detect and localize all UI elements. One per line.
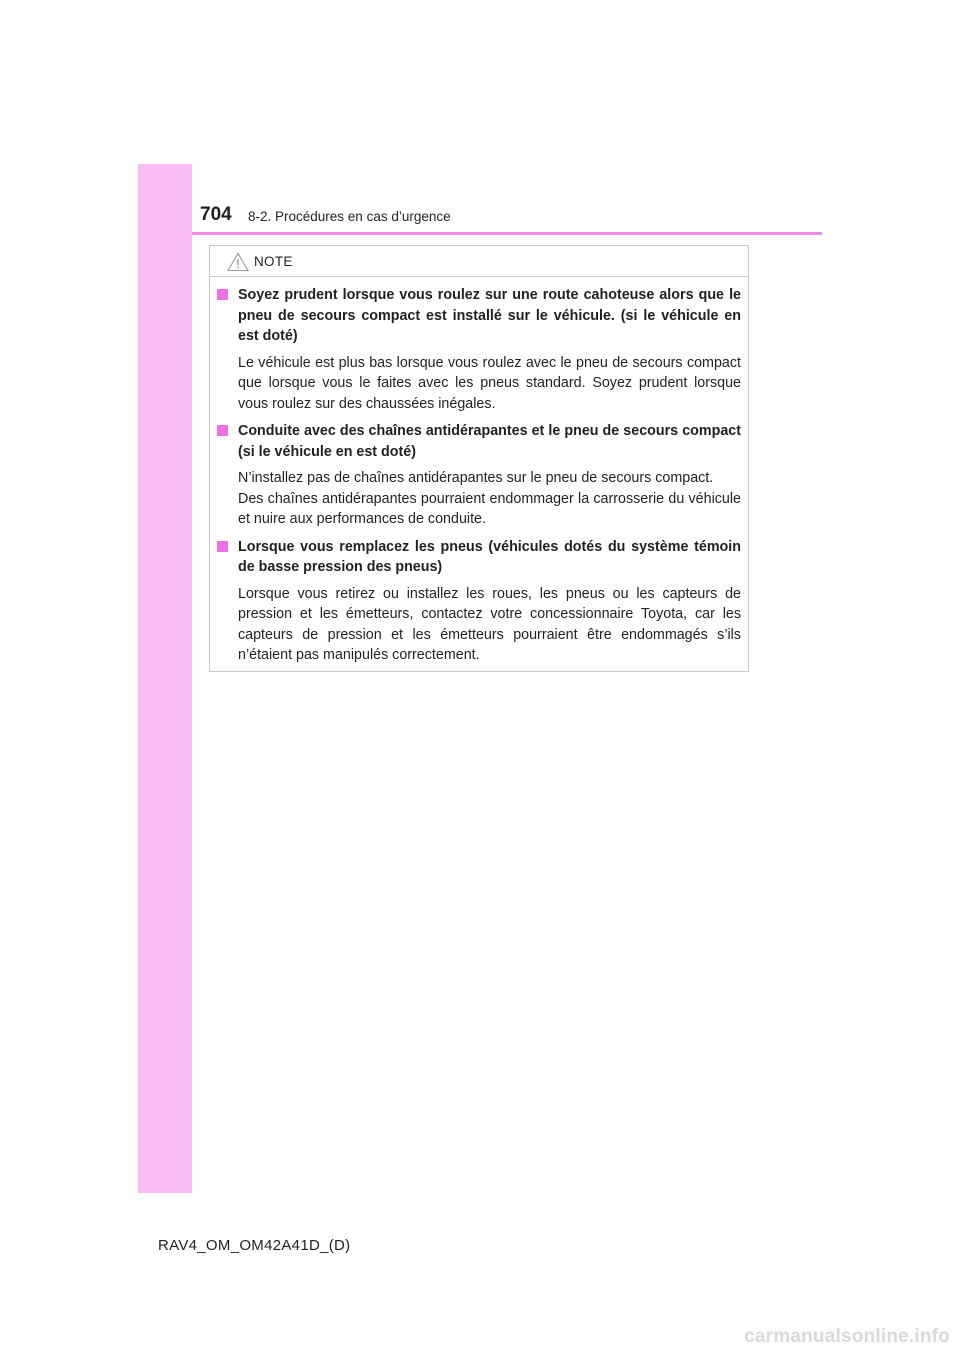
- note-paragraph: N’installez pas de chaînes antidérapantes sur le pneu de secours compact.: [238, 470, 714, 486]
- note-paragraph: Le véhicule est plus bas lorsque vous roulez avec le pneu de secours compact que lorsque vous le faites avec les pneus standard. Soyez prudent lorsque vous roulez sur des chaussées inégales.: [238, 354, 741, 412]
- page-header: [196, 200, 826, 232]
- page-number: 704: [200, 204, 232, 225]
- square-bullet-icon: [217, 425, 228, 436]
- note-paragraph: Lorsque vous retirez ou installez les roues, les pneus ou les capteurs de pression et les émetteurs, contactez votre concessionnaire Toyota, car les capteurs de pression et les émetteurs pourraient être endommagés s’ils n’étaient pas manipulés correctement.: [238, 585, 741, 663]
- note-item-heading-text: Conduite avec des chaînes antidérapantes et le pneu de secours compact (si le véhicule en est doté): [238, 423, 741, 460]
- note-item-heading: [217, 537, 741, 578]
- square-bullet-icon: [217, 541, 228, 552]
- section-title: 8-2. Procédures en cas d’urgence: [248, 209, 451, 224]
- note-item-text: [217, 584, 741, 666]
- note-box: [209, 245, 749, 672]
- header-rule: [192, 232, 822, 235]
- warning-triangle-icon: [227, 252, 249, 272]
- note-item-heading-text: Soyez prudent lorsque vous roulez sur une route cahoteuse alors que le pneu de secours compact est installé sur le véhicule. (si le véhicule en est doté): [238, 287, 741, 344]
- note-label: NOTE: [254, 254, 293, 269]
- note-item-heading: [217, 285, 741, 347]
- note-paragraph: Des chaînes antidérapantes pourraient endommager la carrosserie du véhicule et nuire aux performances de conduite.: [238, 490, 741, 527]
- watermark-link[interactable]: carmanualsonline.info: [744, 1326, 950, 1347]
- note-header: [210, 246, 748, 277]
- note-item-text: [217, 468, 741, 530]
- square-bullet-icon: [217, 289, 228, 300]
- side-tab-band: [138, 164, 192, 1193]
- note-body: [210, 277, 748, 666]
- note-item-text: [217, 353, 741, 415]
- document-code: RAV4_OM_OM42A41D_(D): [158, 1237, 351, 1254]
- note-item-heading-text: Lorsque vous remplacez les pneus (véhicules dotés du système témoin de basse pression des pneus): [238, 538, 741, 575]
- note-item-heading: [217, 421, 741, 462]
